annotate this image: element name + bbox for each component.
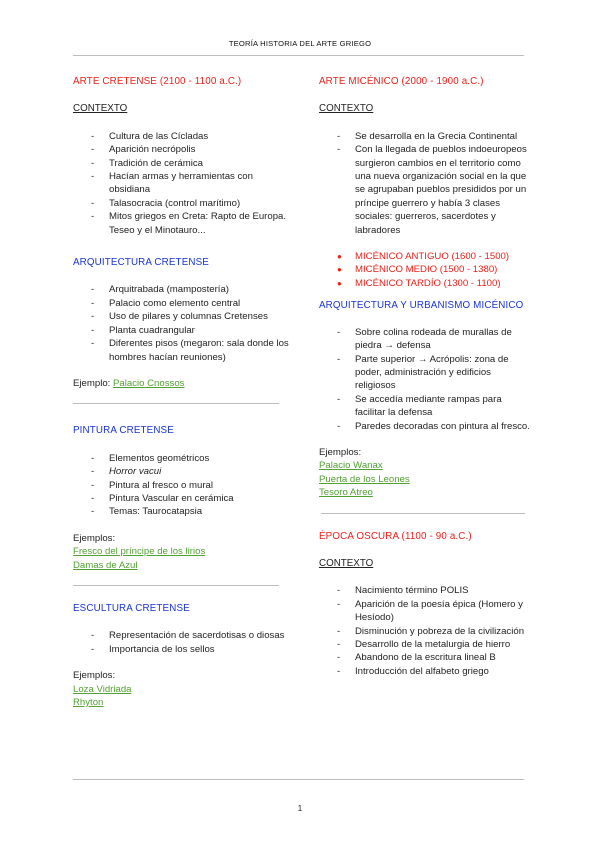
- list-item: - Diferentes pisos (megaron: sala donde los hombres hacían reuniones): [73, 337, 295, 364]
- escultura-cretense-list: [73, 629, 295, 656]
- header-divider: [73, 55, 524, 56]
- list-item: - Desarrollo de la metalurgia de hierro: [319, 638, 534, 651]
- list-item: - Sobre colina rodeada de murallas de piedra → defensa: [319, 326, 534, 353]
- period-item: ● MICÉNICO TARDÍO (1300 - 1100): [319, 277, 534, 290]
- list-item: - Se desarrolla en la Grecia Continental: [319, 130, 534, 143]
- list-item: - Parte superior → Acrópolis: zona de poder, administración y edificios religiosos: [319, 353, 534, 393]
- right-column: [319, 75, 534, 678]
- list-item: - Nacimiento término POLIS: [319, 584, 534, 597]
- link-rhyton[interactable]: Rhyton: [73, 697, 104, 708]
- page-number: 1: [297, 804, 303, 813]
- example-label: Ejemplo:: [73, 377, 113, 389]
- footer-divider: [73, 779, 524, 780]
- arquitectura-micenico-list: [319, 326, 534, 433]
- period-item: ● MICÉNICO ANTIGUO (1600 - 1500): [319, 250, 534, 263]
- arte-micenico-heading: ARTE MICÉNICO (2000 - 1900 a.C.): [319, 76, 484, 87]
- list-item: - Disminución y pobreza de la civilización: [319, 625, 534, 638]
- arte-micenico-contexto: CONTEXTO: [319, 103, 374, 115]
- period-item: ● MICÉNICO MEDIO (1500 - 1380): [319, 263, 534, 276]
- arte-micenico-list: [319, 130, 534, 237]
- epoca-oscura-list: [319, 584, 534, 678]
- list-item: - Introducción del alfabeto griego: [319, 665, 534, 678]
- list-item: - Aparición de la poesía épica (Homero y Hesíodo): [319, 598, 534, 625]
- list-item: [73, 465, 295, 478]
- list-item: - Planta cuadrangular: [73, 324, 295, 337]
- document-header-title: TEORÍA HISTORIA DEL ARTE GRIEGO: [228, 39, 372, 48]
- pintura-examples-label: Ejemplos:: [73, 532, 116, 544]
- list-item: - Talasocracia (control marítimo): [73, 197, 295, 210]
- pintura-cretense-heading: PINTURA CRETENSE: [73, 425, 174, 437]
- arquitectura-micenico-heading: ARQUITECTURA Y URBANISMO MICÉNICO: [319, 300, 524, 312]
- link-fresco-principe[interactable]: Fresco del príncipe de los lirios: [73, 546, 206, 558]
- list-item: - Cultura de las Cícladas: [73, 130, 295, 143]
- list-item: - Importancia de los sellos: [73, 643, 295, 656]
- link-palacio-wanax[interactable]: Palacio Wanax: [319, 460, 383, 472]
- epoca-oscura-contexto: CONTEXTO: [319, 557, 374, 569]
- list-item: - Pintura al fresco o mural: [73, 479, 295, 492]
- list-item: - Aparición necrópolis: [73, 143, 295, 156]
- list-item: - Mitos griegos en Creta: Rapto de Europa. Teseo y el Minotauro...: [73, 210, 295, 237]
- list-item: - Con la llegada de pueblos indoeuropeos surgieron cambios en el territorio como una nueva organización social en la que se agrupaban pueblos presididos por un príncipe guerrero y había 3 clases sociales: guerreros, sacerdotes y labradores: [319, 143, 534, 237]
- list-item: - Temas: Taurocatapsia: [73, 505, 295, 518]
- pintura-cretense-list: [73, 452, 295, 519]
- list-item: - Abandono de la escritura lineal B: [319, 651, 534, 664]
- arquitectura-cretense-list: [73, 283, 295, 363]
- list-item: - Hacían armas y herramientas con obsidiana: [73, 170, 295, 197]
- epoca-oscura-heading: ÉPOCA OSCURA (1100 - 90 a.C.): [319, 530, 472, 542]
- horror-vacui-text: Horror vacui: [109, 466, 162, 478]
- link-loza-vidriada[interactable]: Loza Vidriada: [73, 683, 132, 695]
- arquitectura-cretense-heading: ARQUITECTURA CRETENSE: [73, 257, 209, 269]
- left-column: [73, 75, 295, 709]
- link-puerta-leones[interactable]: Puerta de los Leones: [319, 473, 410, 485]
- arte-cretense-contexto: CONTEXTO: [73, 103, 128, 115]
- list-item: - Tradición de cerámica: [73, 157, 295, 170]
- list-item: - Paredes decoradas con pintura al fresco.: [319, 420, 534, 433]
- arquitectura-example: [73, 377, 295, 390]
- list-item: - Elementos geométricos: [73, 452, 295, 465]
- link-damas-azul[interactable]: Damas de Azul: [73, 559, 138, 571]
- arte-cretense-list: [73, 130, 295, 237]
- list-item: - Se accedía mediante rampas para facilitar la defensa: [319, 393, 534, 420]
- list-item: - Palacio como elemento central: [73, 297, 295, 310]
- escultura-cretense-heading: ESCULTURA CRETENSE: [73, 602, 190, 614]
- micenico-periods-list: [319, 250, 534, 290]
- arte-cretense-heading: ARTE CRETENSE (2100 - 1100 a.C.): [73, 76, 242, 87]
- link-tesoro-atreo[interactable]: Tesoro Atreo: [319, 487, 373, 499]
- escultura-examples-label: Ejemplos:: [73, 670, 116, 682]
- list-item: - Pintura Vascular en cerámica: [73, 492, 295, 505]
- list-item: - Representación de sacerdotisas o diosas: [73, 629, 295, 642]
- list-item: - Arquitrabada (mampostería): [73, 283, 295, 296]
- link-palacio-cnossos[interactable]: Palacio Cnossos: [113, 377, 185, 389]
- micenico-examples-label: Ejemplos:: [319, 446, 362, 458]
- list-item: - Uso de pilares y columnas Cretenses: [73, 310, 295, 323]
